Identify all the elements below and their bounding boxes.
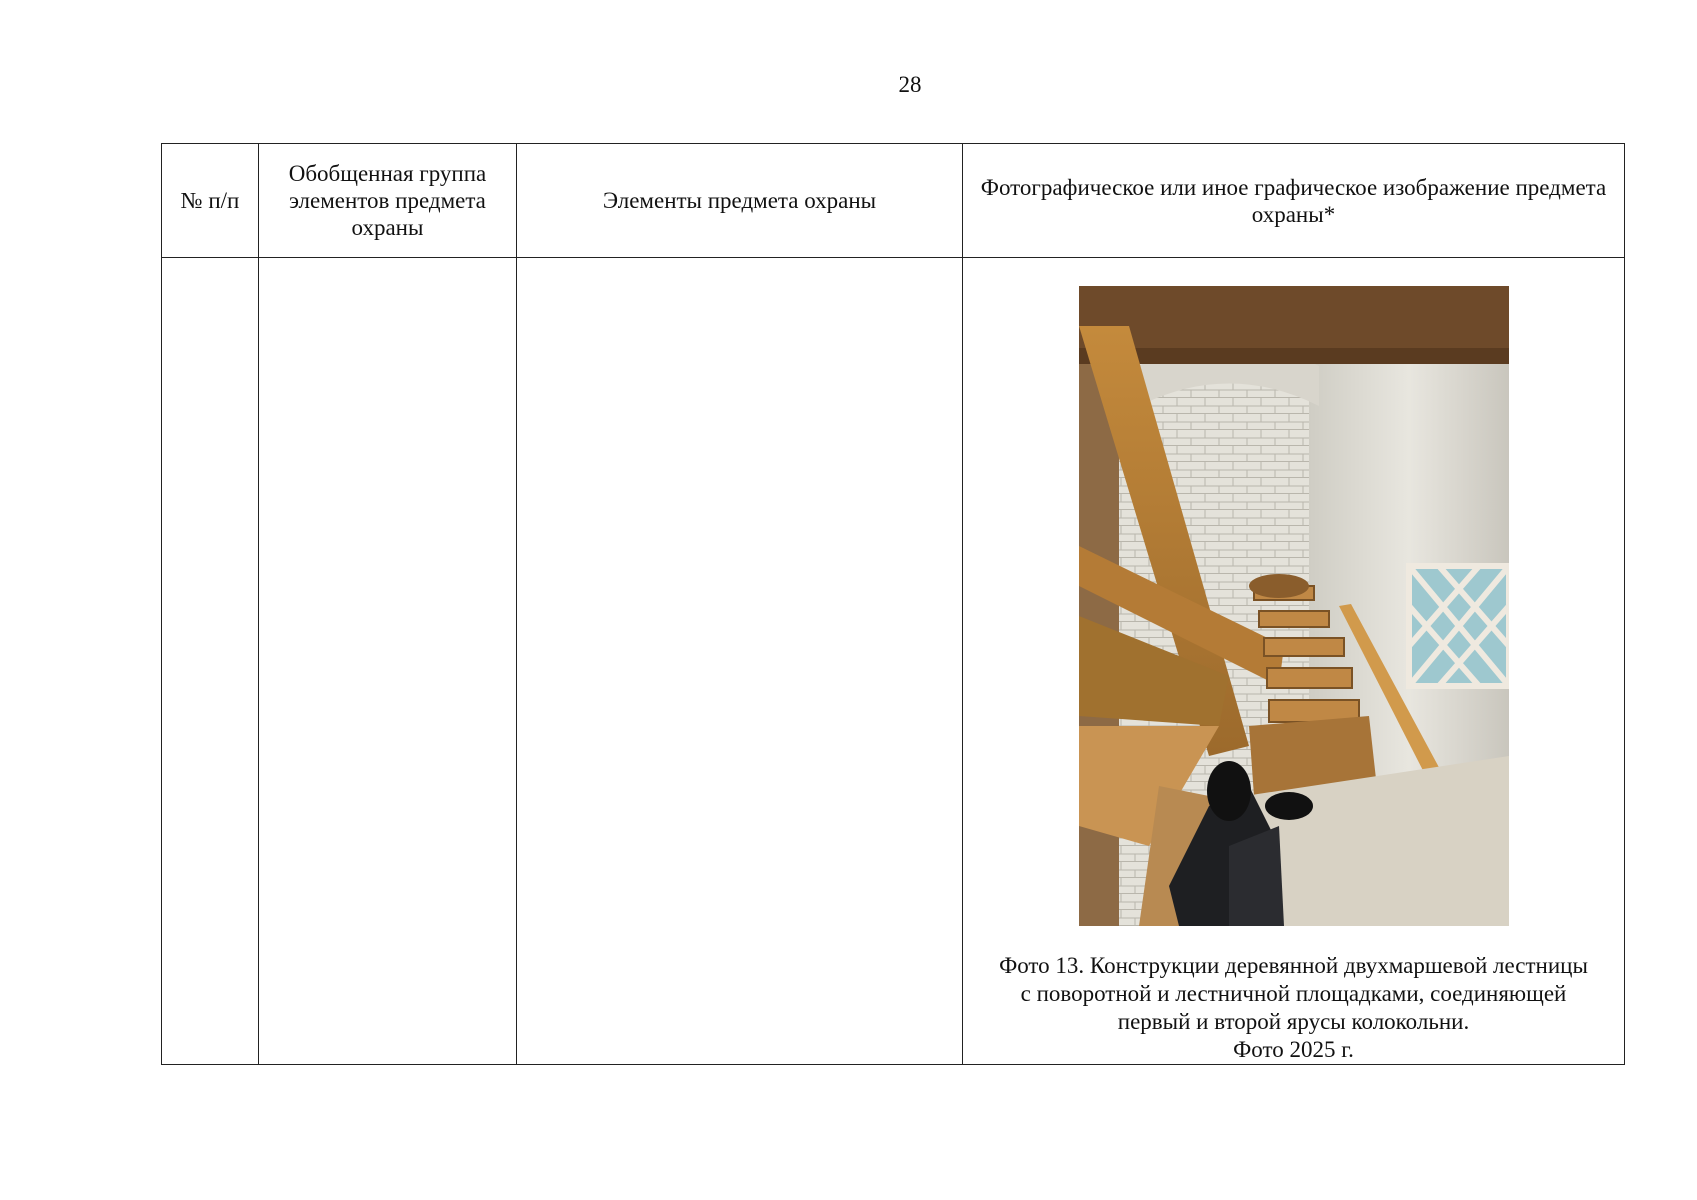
header-number: № п/п: [162, 144, 259, 258]
cell-photo: [963, 258, 1625, 1065]
table-header-row: [162, 144, 1625, 258]
caption-line: Фото 2025 г.: [1233, 1037, 1354, 1062]
header-group: Обобщенная группа элементов предмета охраны: [259, 144, 517, 258]
staircase-photo: [1079, 286, 1509, 926]
caption-line: с поворотной и лестничной площадками, соединяющей: [1020, 981, 1567, 1006]
cell-elements: [517, 258, 963, 1065]
caption-line: первый и второй ярусы колокольни.: [1117, 1009, 1470, 1034]
protection-table: [161, 143, 1625, 1065]
header-photo: Фотографическое или иное графическое изображение предмета охраны*: [963, 144, 1625, 258]
page-number: 28: [898, 72, 922, 97]
header-elements: Элементы предмета охраны: [517, 144, 963, 258]
photo-caption: [963, 952, 1624, 1064]
cell-number: [162, 258, 259, 1065]
table-row: [162, 258, 1625, 1065]
caption-line: Фото 13. Конструкции деревянной двухмаршевой лестницы: [999, 953, 1588, 978]
cell-group: [259, 258, 517, 1065]
